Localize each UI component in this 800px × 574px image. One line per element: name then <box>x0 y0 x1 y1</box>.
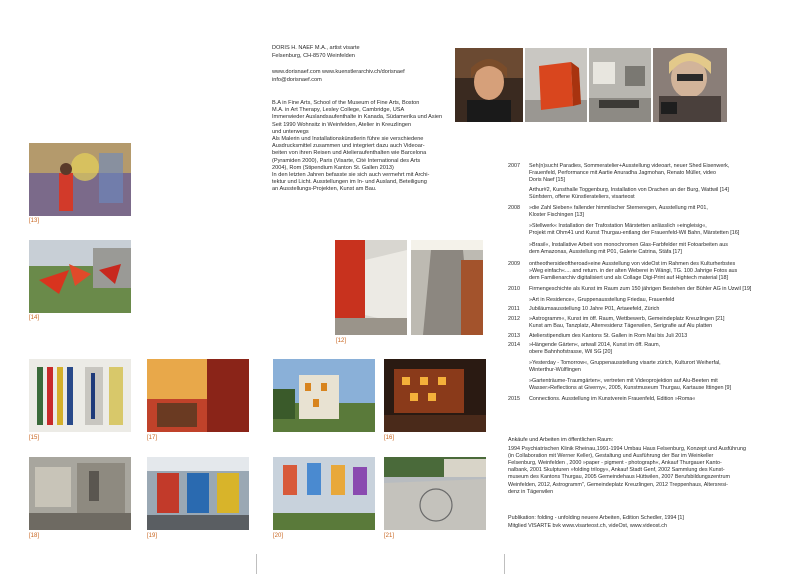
bio-line: B.A in Fine Arts, School of the Museum of Fine Arts, Boston <box>272 100 420 106</box>
timeline-line: dem Amazonas, Ausstellung mit P01, Galerie Catrina, Stäfa [17] <box>529 249 682 255</box>
artist-email[interactable]: info@dorisnaef.com <box>272 77 322 83</box>
bio-line: 2004), Rom (Stipendium Kanton St. Gallen 2013) <box>272 164 394 171</box>
caption-18: [18] <box>29 533 40 539</box>
caption-13: [13] <box>29 218 40 224</box>
publication-note: Publikation: folding - unfolding neuere Arbeiten, Edition Schedler, 1994 [1] <box>508 515 684 521</box>
bio-line: an Ausstellungs-Projekten, Kunst am Bau. <box>272 186 377 193</box>
portrait-photo <box>455 48 523 122</box>
public-works-line: nalbank, 2001 Skulpturen »folding trilogy«, Ankauf Stadt Genf, 2002 Sammlung des Kunst- <box>508 467 725 474</box>
stairwell-grey-photo <box>411 240 483 335</box>
timeline-line: »die Zahl Sieben« fallender himmlischer Sterneregen, Ausstellung mit P01, <box>529 205 708 211</box>
trafostation-night-photo <box>384 359 486 432</box>
public-works-line: denz in Tägerwilen <box>508 488 554 495</box>
timeline-line: Projekt mit Ohm41 und Kunst Thurgau-entlang der Frauenfeld-Wil Bahn, Märstetten [16] <box>529 230 740 236</box>
timeline-line: Kunst am Bau, Tanzplatz, Alterresidenz Tägerwilen, Serigrafie auf Alu platten <box>529 323 713 329</box>
timeline-year: 2007 <box>508 163 520 169</box>
timeline-line: »Brasil«, Installative Arbeit von monochromen Glas-Farbfelder mit Fotoarbeiten aus <box>529 242 728 248</box>
page-crop-mark-left <box>256 554 257 574</box>
timeline-year: 2009 <box>508 261 520 267</box>
astrogramm-square-photo <box>384 457 486 530</box>
public-works-line: museum des Kantons Thurgau, 2005 Gemeindehaus Hüttwilen, 2007 Berufsbildungszentrum <box>508 474 730 481</box>
trafostation-day-photo <box>273 359 375 432</box>
public-works <box>508 437 770 496</box>
public-works-line: Felsenburg, Weinfelden , 2000 »paper - pigment - photograph«, Ankauf Thurgauer Kanto- <box>508 460 722 467</box>
bio-line: Ausdrucksmittel zusammen und integriert dazu auch Videoar- <box>272 143 425 150</box>
timeline-year: 2014 <box>508 342 520 348</box>
bio-line: In den letzten Jahren befasste sie sich auch vermehrt mit Archi- <box>272 172 430 179</box>
caption-21: [21] <box>384 533 395 539</box>
bio-line: beiten von ihren Reisen und Atelieraufenthalten wie Barcelona <box>272 150 427 157</box>
artist-websites[interactable]: www.dorisnaef.com www.kuenstlerarchiv.ch/dorisnaef <box>272 69 405 75</box>
bio-line: M.A. in Art Therapy, Lesley College, Cambridge, USA <box>272 107 405 114</box>
caption-14: [14] <box>29 315 40 321</box>
timeline-line: »Weg einfach«.... and return. in der alten Weberei in Wängi, TG. 100 Jahrige Fotos aus <box>529 268 738 274</box>
public-works-line: (in Collaboration mit Werner Keller), Gestaltung und Ausführung der Bar im Weinkeller <box>508 453 714 460</box>
timeline-year: 2012 <box>508 316 520 322</box>
artist-name: DORIS H. NAEF M.A., artist visarte <box>272 45 360 51</box>
timeline-line: ontheothersideoftheroad«eine Ausstellung von videOst im Rahmen des Kulturherbstes <box>529 261 736 267</box>
fischingen-installation-photo <box>29 143 131 216</box>
timeline-line: dem Familienarchiv digitalisiert und als Collage Digi-Print auf Hightech material [18] <box>529 275 728 281</box>
timeline-year: 2015 <box>508 396 520 402</box>
timeline-line: »Art in Residence«, Gruppenausstellung Friedau, Frauenfeld <box>529 297 675 303</box>
timeline-line: »Stellwerk« Installation der Trafostation Märstetten anlässlich »eingleisig«, <box>529 223 707 229</box>
timeline-line: Sünfstern, offene Künstlerateliers, visarteost <box>529 194 635 200</box>
caption-12: [12] <box>336 338 347 344</box>
timeline-line: Arthur#2, Kunsthalle Toggenburg, Installation von Drachen an der Burg, Wattwil [14] <box>529 187 729 193</box>
timeline-line: obere Bahnhofstrasse, Wil SG [20] <box>529 349 612 355</box>
timeline-line: »Gartenträume-Traumgärten«, vertreten mit Videoprojektion auf Alu-Beeten mit <box>529 378 718 384</box>
timeline-line: Seh(n)sucht Paradies, Sommeratelier+Ausstellung videoart, neuer Shed Eisenwerk, <box>529 163 730 169</box>
timeline-line: Jubiläumsausstellung 10 Jahre P01, Artaeefeld, Zürich <box>529 306 660 312</box>
timeline-year: 2010 <box>508 286 520 292</box>
timeline-line: Kloster Fischingen [13] <box>529 212 584 218</box>
bio-line: Als Malerin und Installationskünstlerin führe sie verschiedene <box>272 136 424 143</box>
public-works-line: Weinfelden, 2012, Astrogramm", Gemeindeplatz Kreuzlingen, 2012 Treppenhaus, Altersresi- <box>508 481 728 488</box>
bio-line: tektur und Licht. Ausstellungen im In- und Ausland, Beteiligung <box>272 179 427 186</box>
timeline-year: 2011 <box>508 306 520 312</box>
timeline-line: Winterthur-Wülflingen <box>529 367 581 373</box>
haengende-gaerten-photo <box>273 457 375 530</box>
glass-panels-photo <box>29 359 131 432</box>
bio-line: Seit 1990 Wohnsitz in Weinfelden, Atelier in Kreuzlingen <box>272 121 412 128</box>
timeline-line: Frauenfeld, Performance mit Aartie Anuradha Jagmohan, Renato Müller, video <box>529 170 716 176</box>
timeline-line: »Yesterday - Tomorrow«, Gruppenausstellung visarte zürich, Kulturort Weiherfal, <box>529 360 721 366</box>
timeline-line: Doris Naef [15] <box>529 177 565 183</box>
timeline-year: 2013 <box>508 333 520 339</box>
caption-20: [20] <box>273 533 284 539</box>
timeline-line: »Hängende Gärten«, artwall 2014, Kunst im öff. Raum, <box>529 342 661 348</box>
gallery-room-photo <box>589 48 651 122</box>
timeline-line: Wasser»Reflections at Giverny«, 2005, Kunstmuseum Thurgau, Kartause Ittingen [9] <box>529 385 731 391</box>
public-works-title: Ankäufe und Arbeiten im öffentlichen Raum: <box>508 437 614 443</box>
bio-line: (Pyramiden 2000), Paris (Visarte, Cité International des Arts <box>272 157 421 164</box>
kites-photo <box>29 240 131 313</box>
timeline-line: Atelierstipendium des Kantons St. Gallen in Rom Mai bis Juli 2013 <box>529 333 688 339</box>
stairwell-red-photo <box>335 240 407 335</box>
bio-line: Immerwieder Auslandsaufenthalte in Kanada, Südamerika und Asien <box>272 114 443 121</box>
timeline-line: »Astrogramm«, Kunst im öff. Raum, Wettbewerb, Gemeindeplatz Kreuzlingen [21] <box>529 316 725 322</box>
caption-17: [17] <box>147 435 158 441</box>
caption-15: [15] <box>29 435 40 441</box>
camera-woman-photo <box>653 48 727 122</box>
page-crop-mark-right <box>504 554 505 574</box>
red-sculpture-photo <box>525 48 587 122</box>
timeline-line: Firmengeschichte als Kunst im Raum zum 150 jährigen Bestehen der Bühler AG in Uzwil [19] <box>529 286 752 292</box>
buehler-space-photo <box>147 457 249 530</box>
public-works-line: 1994 Psychiatrischen Klinik Rheinau,1991-1994 Umbau Haus Felsenburg, Konzept und Ausführung <box>508 446 746 453</box>
membership-note[interactable]: Mitglied VISARTE bvk www.visarteost.ch, videOst, www.videost.ch <box>508 523 667 529</box>
artist-address: Felsenburg, CH-8570 Weinfelden <box>272 53 355 59</box>
weberei-collage-photo <box>29 457 131 530</box>
bio-block <box>272 100 457 194</box>
timeline-line: Connections. Ausstellung im Kunstverein Frauenfeld, Edition »Roma« <box>529 396 696 402</box>
caption-19: [19] <box>147 533 158 539</box>
timeline-year: 2008 <box>508 205 520 211</box>
bio-line: und unterwegs <box>272 128 309 135</box>
caption-16: [16] <box>384 435 395 441</box>
amazonas-glass-photo <box>147 359 249 432</box>
